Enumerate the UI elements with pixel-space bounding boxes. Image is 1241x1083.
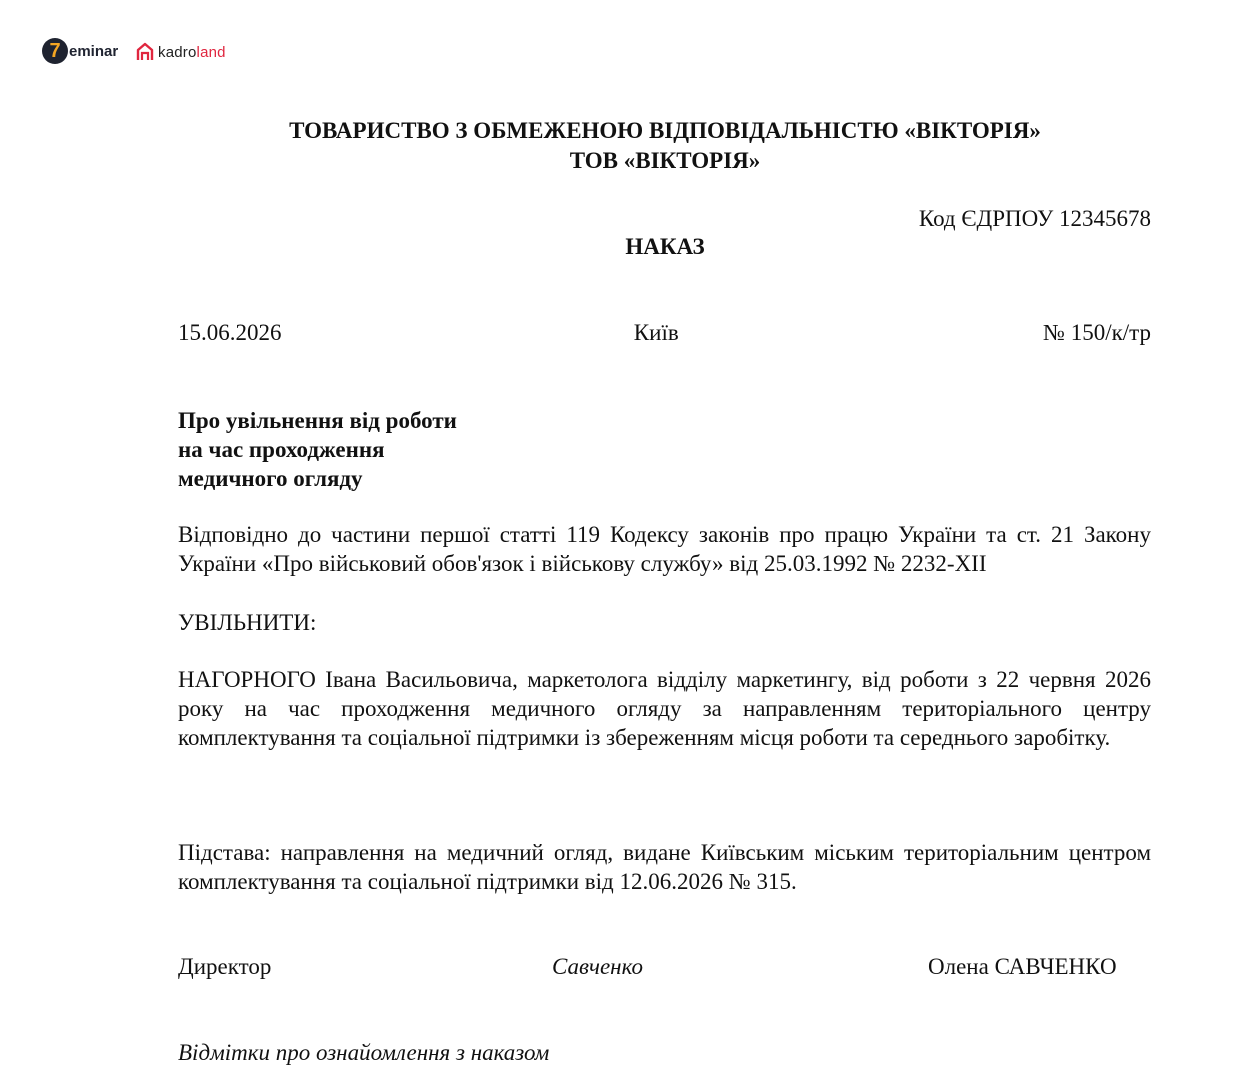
seminar-logo-digit: 7 xyxy=(42,38,68,64)
ground-paragraph: Підстава: направлення на медичний огляд, видане Київським міським територіальним центром комплектування та соціальної підтримки від 12.06.2026 № 315. xyxy=(178,840,1151,894)
subject-line: Про увільнення від роботи xyxy=(178,408,457,433)
seminar-logo xyxy=(42,38,118,64)
seminar-logo-text: eminar xyxy=(69,42,119,60)
order-subject xyxy=(178,406,457,493)
handwritten-signature: Савченко xyxy=(552,954,643,979)
subject-line: медичного огляду xyxy=(178,466,363,491)
edrpou-code: Код ЄДРПОУ 12345678 xyxy=(918,206,1151,231)
document-title: НАКАЗ xyxy=(625,234,705,259)
signatory-position: Директор xyxy=(178,954,272,979)
kadroland-logo xyxy=(136,42,226,62)
kadroland-house-icon xyxy=(136,42,154,62)
signatory-name: Олена САВЧЕНКО xyxy=(928,954,1117,979)
employee-paragraph: НАГОРНОГО Івана Васильовича, маркетолога відділу маркетингу, від роботи з 22 червня 2026 року на час проходження медичного огляду за направленням територіального центру комплектування та соціальної підтримки із збереженням місця роботи та середнього заробітку. xyxy=(178,667,1151,750)
kadroland-logo-text xyxy=(158,44,226,61)
organization-short-name: ТОВ «ВІКТОРІЯ» xyxy=(569,148,761,173)
order-date: 15.06.2026 xyxy=(178,320,282,345)
order-number: № 150/к/тр xyxy=(1043,320,1151,345)
kadroland-text-part2: land xyxy=(196,43,226,61)
document-meta-row xyxy=(178,320,1151,346)
order-directive: УВІЛЬНИТИ: xyxy=(178,610,317,635)
organization-full-name: ТОВАРИСТВО З ОБМЕЖЕНОЮ ВІДПОВІДАЛЬНІСТЮ «ВІКТОРІЯ» xyxy=(289,118,1041,143)
order-city: Київ xyxy=(633,320,679,345)
legal-basis-paragraph: Відповідно до частини першої статті 119 Кодексу законів про працю України та ст. 21 Закону України «Про військовий обов'язок і військову службу» від 25.03.1992 № 2232-XII xyxy=(178,522,1151,576)
kadroland-text-part1: kadro xyxy=(158,43,197,61)
acknowledgement-note: Відмітки про ознайомлення з наказом xyxy=(178,1040,550,1065)
subject-line: на час проходження xyxy=(178,437,385,462)
